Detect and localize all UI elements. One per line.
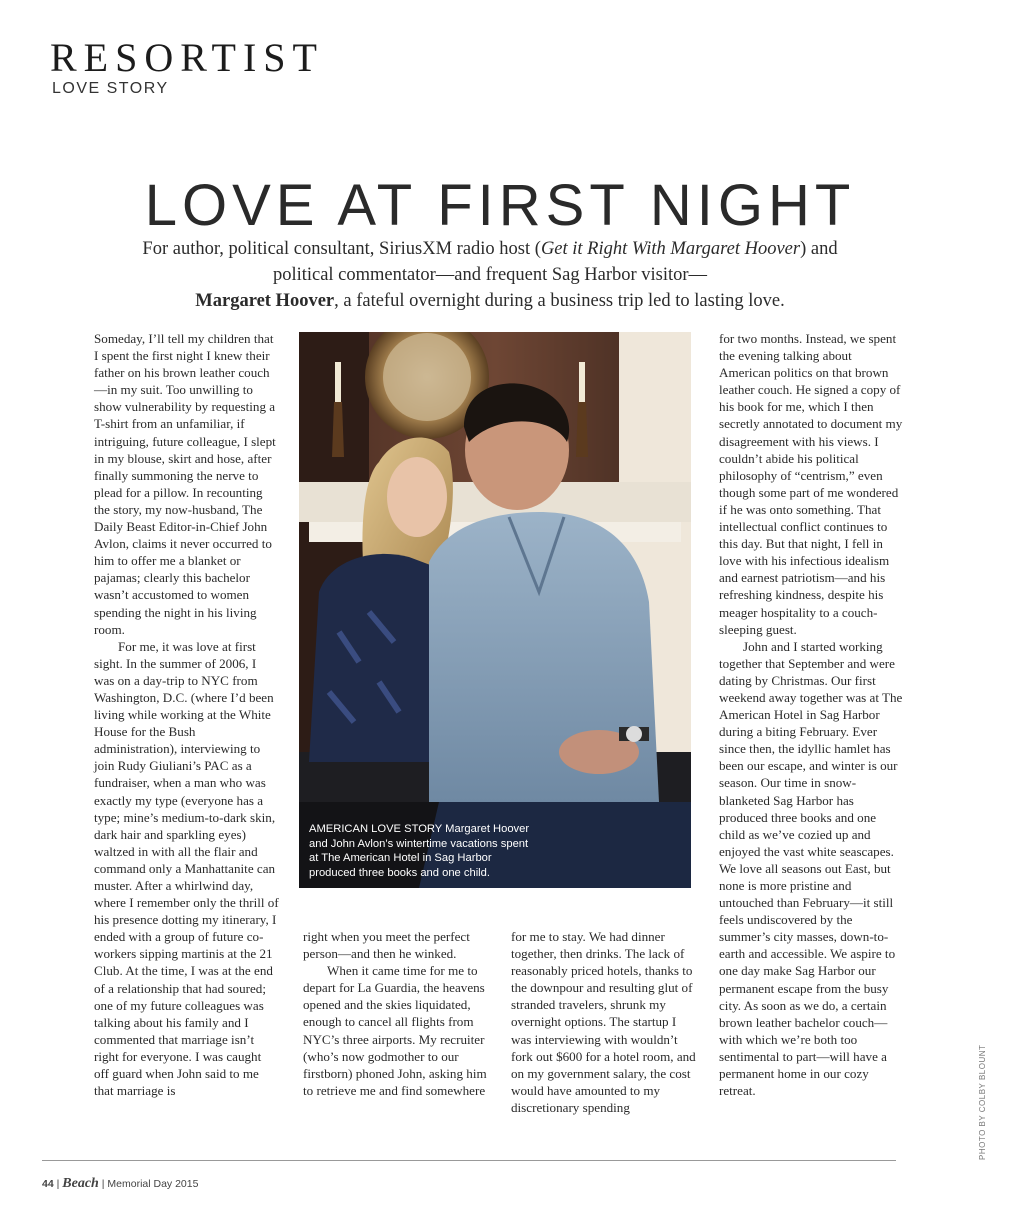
section-subtitle: LOVE STORY xyxy=(52,80,169,97)
section-title: RESORTIST xyxy=(50,35,324,80)
paragraph: for me to stay. We had dinner together, then drinks. The lack of reasonably priced hotels, thanks to the downpour and resulting glut of stranded travelers, shrunk my overnight options. The startup I was interviewing with wouldn’t fork out $600 for a hotel room, and on my government salary, the cost would have amounted to my discretionary spending xyxy=(511,929,696,1115)
body-column-2 xyxy=(303,928,488,1099)
paragraph: right when you meet the perfect person—and then he winked. xyxy=(303,929,470,962)
paragraph: When it came time for me to depart for La Guardia, the heavens opened and the skies liquidated, enough to cancel all flights from NYC’s three airports. My recruiter (who’s now godmother to our firstborn) phoned John, asking him to retrieve me and find somewhere xyxy=(303,963,487,1098)
body-column-4 xyxy=(719,330,904,1099)
subject-name: Margaret Hoover xyxy=(195,291,335,311)
issue-date: Memorial Day 2015 xyxy=(107,1178,199,1190)
page-footer: 44 | Beach | Memorial Day 2015 xyxy=(42,1176,199,1191)
show-title: Get it Right With Margaret Hoover xyxy=(540,239,801,259)
couple-photo-image xyxy=(299,332,691,888)
paragraph: Someday, I’ll tell my children that I spent the first night I knew their father on his brown leather couch—in my suit. Too unwilling to show vulnerability by requesting a T-shirt from an unfamiliar, if intriguing, future colleague, I slept in my blouse, skirt and hose, after finally summoning the nerve to plead for a pillow. In recounting the story, my now-husband, The Daily Beast Editor-in-Chief John Avlon, claims it never occurred to him to offer me a blanket or pajamas; clearly this bachelor wasn’t accustomed to women spending the night in his living room. xyxy=(94,331,276,637)
paragraph: John and I started working together that September and were dating by Christmas. Our first weekend away together was at The American Hotel in Sag Harbor during a biting February. Ever since then, the idyllic hamlet has been our escape, and winter is our season. Our time in snow-blanketed Sag Harbor has produced three books and one child as we’ve cozied up and enjoyed the vast white seascapes. We love all seasons out East, but none is more pristine and untouched than February—it still feels undiscovered by the summer’s city masses, down-to-earth and accessible. We aspire to one day make Sag Harbor our permanent escape from the busy city. As soon as we do, a certain brown leather bachelor couch—with which we’re both too sentimental to part—will have a permanent home in our cozy retreat. xyxy=(719,638,903,1099)
body-column-1 xyxy=(94,330,279,1099)
footer-rule xyxy=(42,1160,896,1161)
photo-caption: AMERICAN LOVE STORY Margaret Hoover and John Avlon’s wintertime vacations spent at The American Hotel in Sag Harbor produced three books and one child. xyxy=(309,823,530,879)
article-headline: LOVE AT FIRST NIGHT xyxy=(144,173,856,238)
photo-credit: PHOTO BY COLBY BLOUNT xyxy=(978,1044,987,1160)
couple-photo xyxy=(299,332,691,888)
paragraph: for two months. Instead, we spent the evening talking about American politics on that brown leather couch. He signed a copy of his book for me, which I then secretly annotated to document my disagreement with his views. I couldn’t abide his political philosophy of “centrism,” even though some part of me wondered if he was onto something. That intellectual conflict continues to this day. But that night, I fell in love with his infectious idealism and earnest patriotism—and his refreshing kindness, despite his meager hospitality to a couch-sleeping guest. xyxy=(719,331,903,637)
paragraph: For me, it was love at first sight. In the summer of 2006, I was on a day-trip to NYC from Washington, D.C. (where I’d been living while working at the White House for the Bush administration), interviewing to join Rudy Giuliani’s PAC as a fundraiser, when a man who was exactly my type (everyone has a type; mine’s medium-to-dark skin, dark hair and sparkling eyes) waltzed in with all the flair and command only a Manhattanite can muster. After a whirlwind day, where I remember only the thrill of his presence dotting my itinerary, I ended with a group of future co-workers sipping martinis at the 21 Club. At the time, I was at the end of a relationship that had soured; one of my future colleagues was talking about his family and I commented that marriage isn’t right for everyone. I was caught off guard when John said to me that marriage is xyxy=(94,638,279,1099)
page-number: 44 xyxy=(42,1178,54,1190)
magazine-logo: Beach xyxy=(62,1176,99,1191)
article-dek: For author, political consultant, SiriusXM radio host (Get it Right With Margaret Hoover) and political commentator—and frequent Sag Harbor visitor— Margaret Hoover, a fateful overnight during a business trip led to lasting love. xyxy=(142,239,838,311)
body-column-3 xyxy=(511,928,696,1116)
